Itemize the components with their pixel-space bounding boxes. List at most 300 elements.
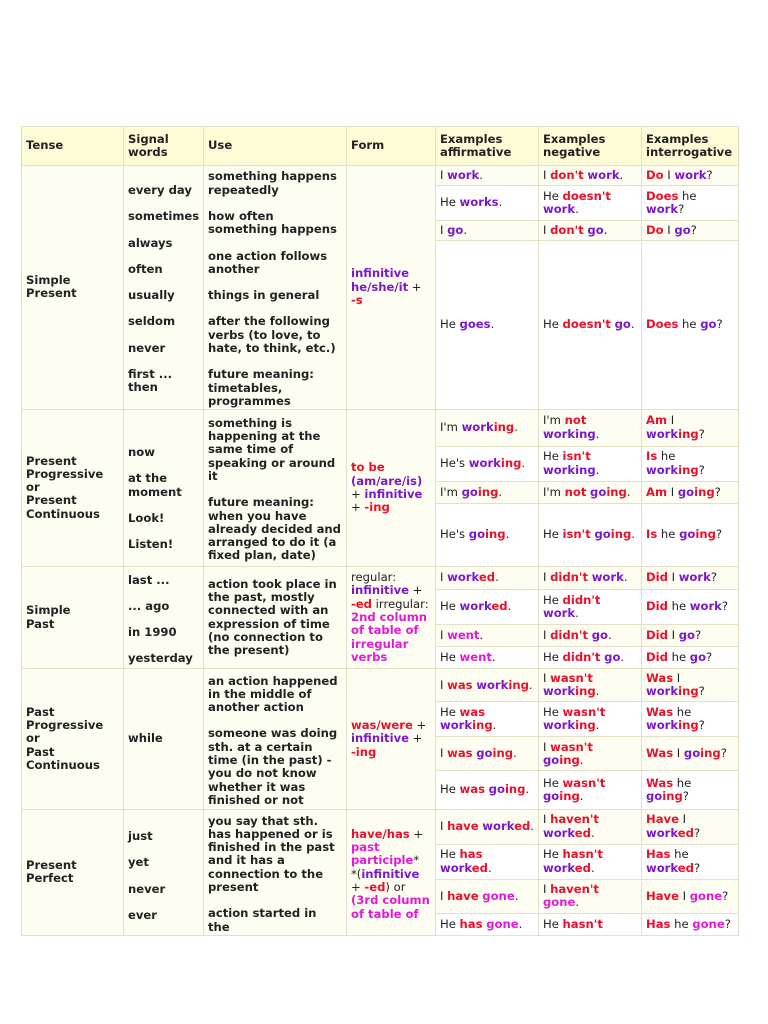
use-description <box>204 809 347 935</box>
text-run: doesn't <box>562 317 611 332</box>
example-affirmative <box>436 566 539 589</box>
example-interrogative <box>642 702 739 737</box>
text-run: Am <box>646 413 668 428</box>
signal-word: in 1990 <box>128 625 177 640</box>
example-affirmative <box>436 844 539 879</box>
text-run: I <box>440 167 448 182</box>
signal-word: seldom <box>128 314 176 329</box>
form-line <box>351 281 431 294</box>
text-run: gone <box>689 888 723 903</box>
form-line <box>351 638 431 651</box>
text-run: I <box>667 570 679 585</box>
header-text: interrogative <box>646 145 733 159</box>
text-run: He's <box>440 456 469 471</box>
text-run: ? <box>706 650 713 665</box>
text-run: He <box>543 847 563 862</box>
text-run: I <box>440 888 448 903</box>
text-run: work <box>447 167 480 182</box>
text-run: + <box>408 279 422 294</box>
text-run: ed <box>574 825 591 840</box>
text-run: go <box>646 788 663 803</box>
text-run: hasn't <box>562 916 603 931</box>
text-run: didn't <box>550 570 589 585</box>
text-run: + <box>412 717 427 732</box>
example-affirmative <box>436 409 539 446</box>
form-rule <box>347 566 436 668</box>
text-run: + <box>351 486 365 501</box>
text-run: He <box>440 847 460 862</box>
tense-name-line: Present <box>26 286 77 301</box>
signal-word: ever <box>128 908 158 923</box>
text-run: work <box>468 456 501 471</box>
example-affirmative <box>436 913 539 935</box>
text-run: was/were <box>351 717 413 732</box>
example-interrogative <box>642 809 739 844</box>
use-list <box>208 413 342 563</box>
text-run: go <box>700 317 717 332</box>
tense-name-line: Simple <box>26 603 71 618</box>
text-run: 2nd column <box>351 609 428 624</box>
text-run: I <box>667 413 675 428</box>
header-row <box>22 127 739 166</box>
text-run: has <box>459 916 483 931</box>
example-negative <box>539 913 642 935</box>
text-run: ? <box>721 599 729 614</box>
tense-name <box>22 669 124 809</box>
text-run: gone <box>486 916 519 931</box>
example-interrogative <box>642 844 739 879</box>
text-run: was <box>447 746 473 761</box>
text-run: didn't <box>550 627 589 642</box>
use-list <box>208 671 342 808</box>
text-run: work <box>587 167 620 182</box>
text-run: ? <box>715 527 723 542</box>
example-negative <box>539 702 642 737</box>
text-run: . <box>595 462 600 477</box>
example-affirmative <box>436 503 539 566</box>
example-interrogative <box>642 481 739 503</box>
text-run: I <box>543 881 551 896</box>
text-run: ing <box>678 718 699 733</box>
text-run: work <box>459 599 492 614</box>
signal-words-list <box>128 424 199 551</box>
text-run: He <box>440 599 460 614</box>
text-run: work <box>646 718 679 733</box>
text-run: have/has <box>351 826 410 841</box>
tense-name-line: Past <box>26 616 55 631</box>
text-run: ? <box>714 484 721 499</box>
signal-word: always <box>128 235 173 250</box>
text-run: (3rd column <box>351 893 430 908</box>
text-run: + <box>351 500 365 515</box>
text-run: ? <box>698 426 705 441</box>
tense-name-line: Present <box>26 857 77 872</box>
text-run: . <box>575 606 579 621</box>
text-run: go <box>678 627 695 642</box>
text-run: He <box>440 317 460 332</box>
use-description <box>204 566 347 668</box>
signal-word: first ... then <box>128 367 173 395</box>
signal-word: at the moment <box>128 471 182 499</box>
tense-name-line: Progressive or <box>26 466 104 495</box>
text-run: Do <box>646 167 664 182</box>
signal-word: while <box>128 731 163 746</box>
text-run: . <box>579 752 584 767</box>
text-run: He's <box>440 527 469 542</box>
text-run: ? <box>694 627 702 642</box>
text-run: working <box>543 426 596 441</box>
form-rule <box>347 409 436 566</box>
text-run: ing <box>477 484 499 499</box>
signal-word: yesterday <box>128 651 193 666</box>
header-text: Signal <box>128 131 169 146</box>
text-run: ed <box>574 860 591 875</box>
example-interrogative <box>642 590 739 625</box>
use-item: after the following verbs (to love, to hate, to think, etc.) <box>208 314 336 356</box>
tense-name-line: Past <box>26 704 55 719</box>
text-run: isn't <box>562 527 591 542</box>
text-run: ing <box>695 527 716 542</box>
text-run: irregular <box>351 636 409 651</box>
use-description <box>204 166 347 410</box>
tense-name <box>22 409 124 566</box>
table-row <box>22 809 739 844</box>
tense-name-line: Past <box>26 744 55 759</box>
use-item: someone was doing sth. at a certain time (in the past) - you do not know whether it was finished or not <box>208 726 338 807</box>
text-run: work <box>646 684 679 699</box>
example-negative <box>539 481 642 503</box>
text-run: He <box>543 188 563 203</box>
text-run: go <box>447 223 464 237</box>
example-affirmative <box>436 771 539 809</box>
text-run: ed <box>677 825 694 840</box>
example-interrogative <box>642 221 739 241</box>
form-line <box>351 611 431 624</box>
text-run: I'm <box>440 420 462 434</box>
text-run: He <box>543 527 563 542</box>
example-interrogative <box>642 737 739 771</box>
text-run: work <box>440 718 473 733</box>
text-run: Does <box>646 317 679 332</box>
text-run: ? <box>698 684 705 699</box>
text-run: -s <box>351 292 363 307</box>
signal-words <box>124 809 204 935</box>
example-affirmative <box>436 737 539 771</box>
signal-word: never <box>128 881 166 896</box>
text-run: Did <box>646 570 668 585</box>
text-run: He <box>543 592 563 607</box>
text-run: gone <box>692 916 725 931</box>
text-run: to be <box>351 460 385 475</box>
text-run: . <box>590 825 595 840</box>
text-run: work <box>461 420 494 434</box>
text-run: ing <box>575 718 596 733</box>
text-run: . <box>619 167 624 182</box>
example-negative <box>539 186 642 221</box>
text-run: ed <box>478 570 496 585</box>
signal-words-list <box>128 732 199 745</box>
text-run: . <box>595 684 600 699</box>
signal-word: last ... <box>128 572 170 587</box>
text-run: was <box>459 782 485 797</box>
text-run: ing <box>694 484 715 499</box>
text-run: -ing <box>351 744 377 759</box>
form-line <box>351 624 431 637</box>
text-run: Is <box>646 527 658 542</box>
text-run: . <box>505 527 510 542</box>
text-run: I <box>543 812 551 827</box>
form-line <box>351 719 431 732</box>
text-run: ing <box>559 788 580 803</box>
text-run: . <box>518 916 523 931</box>
text-run: ing <box>700 746 721 761</box>
text-run: (am/are/is) <box>351 473 423 488</box>
text-run: . <box>514 888 519 903</box>
text-run: go <box>679 527 696 542</box>
signal-word: every day <box>128 182 192 197</box>
use-item: future meaning: when you have already decided and arranged to do it (a fixed plan, date) <box>208 495 341 563</box>
text-run: Is <box>646 449 658 464</box>
text-run: ? <box>706 167 713 182</box>
text-run: infinitive <box>364 486 423 501</box>
example-interrogative <box>642 647 739 669</box>
text-run: Has <box>646 847 671 862</box>
text-run: haven't <box>550 881 599 896</box>
use-list <box>208 166 342 408</box>
header-use: Use <box>204 127 347 166</box>
use-description <box>204 409 347 566</box>
form-line <box>351 598 431 611</box>
text-run: . <box>530 818 534 833</box>
tense-name-line: Present <box>26 453 77 468</box>
text-run: gone <box>482 888 515 903</box>
header-text: Examples <box>440 131 503 146</box>
text-run: work <box>543 606 576 621</box>
example-interrogative <box>642 446 739 481</box>
text-run: ing <box>472 718 493 733</box>
text-run: ? <box>682 788 689 803</box>
text-run: ing <box>610 527 632 542</box>
text-run: work <box>482 818 515 833</box>
text-run: I <box>678 888 690 903</box>
tense-name-line: Present <box>26 493 77 508</box>
text-run: work <box>543 825 575 840</box>
text-run: . <box>490 317 495 332</box>
text-run: . <box>623 570 628 585</box>
text-run: I <box>543 670 551 685</box>
header-text: affirmative <box>440 145 512 159</box>
example-negative <box>539 590 642 625</box>
text-run: participle <box>351 853 414 868</box>
text-run: He <box>543 317 563 332</box>
text-run: . <box>579 788 584 803</box>
example-negative <box>539 669 642 702</box>
header-text: words <box>128 145 168 159</box>
text-run: ? <box>690 223 697 237</box>
text-run: work <box>646 462 679 477</box>
signal-word: just <box>128 829 153 844</box>
text-run: . <box>603 223 608 237</box>
text-run: go <box>591 627 608 642</box>
text-run: ing <box>678 462 699 477</box>
example-negative <box>539 879 642 913</box>
text-run: work <box>591 570 624 585</box>
text-run: I <box>440 746 448 761</box>
text-run: work <box>440 860 472 875</box>
text-run: work <box>646 202 679 217</box>
text-run: working <box>543 462 596 477</box>
text-run: ing <box>678 684 699 699</box>
signal-word: now <box>128 445 155 460</box>
text-run: work <box>678 570 711 585</box>
text-run: ing <box>492 746 514 761</box>
text-run: ing <box>662 788 683 803</box>
text-run: verbs <box>351 649 388 664</box>
example-negative <box>539 409 642 446</box>
text-run: go <box>476 746 493 761</box>
example-affirmative <box>436 809 539 844</box>
text-run: work <box>543 202 576 217</box>
text-run: go <box>683 746 701 761</box>
form-line <box>351 854 431 867</box>
text-run: ? <box>722 888 729 903</box>
text-run: I <box>543 570 551 585</box>
text-run: . <box>590 860 595 875</box>
text-run: ing <box>606 484 627 499</box>
text-run: he <box>673 775 692 790</box>
text-run: . <box>630 317 635 332</box>
text-run: I <box>543 223 551 237</box>
signal-words-list <box>128 822 199 922</box>
header-examples-negative <box>539 127 642 166</box>
text-run: work <box>476 677 509 692</box>
use-item: how often something happens <box>208 208 337 237</box>
text-run: He <box>543 650 563 665</box>
signal-words-list <box>128 570 199 666</box>
example-affirmative <box>436 647 539 669</box>
text-run: I <box>678 812 687 827</box>
text-run: . <box>479 167 483 182</box>
header-form: Form <box>347 127 436 166</box>
tense-name-line: Perfect <box>26 871 74 886</box>
text-run: ed <box>514 818 531 833</box>
text-run: of table of <box>351 906 419 921</box>
text-run: He <box>440 195 460 210</box>
text-run: I <box>440 570 448 585</box>
text-run: . <box>595 718 600 733</box>
text-run: . <box>491 650 496 665</box>
text-run: He <box>543 775 563 790</box>
text-run: He <box>543 449 563 464</box>
tense-name <box>22 166 124 410</box>
text-run: Do <box>646 223 664 237</box>
text-run: -ing <box>364 500 390 515</box>
text-run: . <box>521 456 526 471</box>
text-run: wasn't <box>562 705 606 720</box>
text-run: go <box>604 650 621 665</box>
example-negative <box>539 241 642 409</box>
form-line <box>351 732 431 745</box>
text-run: . <box>513 746 517 761</box>
form-line <box>351 267 431 280</box>
example-interrogative <box>642 913 739 935</box>
text-run: ing <box>508 677 529 692</box>
text-run: doesn't <box>562 188 611 203</box>
form-line <box>351 488 431 501</box>
text-run: Did <box>646 599 668 614</box>
header-tense: Tense <box>22 127 124 166</box>
text-run: ? <box>716 317 723 332</box>
text-run: I <box>673 670 681 685</box>
use-description <box>204 669 347 809</box>
text-run: infinitive <box>351 583 409 598</box>
text-run: of table of <box>351 623 419 638</box>
text-run: ing <box>575 684 596 699</box>
table-row <box>22 409 739 446</box>
text-run: . <box>498 484 503 499</box>
text-run: wasn't <box>550 670 593 685</box>
text-run: Has <box>646 916 671 931</box>
example-interrogative <box>642 566 739 589</box>
table-row <box>22 566 739 589</box>
text-run: he <box>673 705 692 720</box>
text-run: wasn't <box>562 775 606 790</box>
example-negative <box>539 566 642 589</box>
text-run: ing <box>500 456 522 471</box>
text-run: gone <box>543 895 576 910</box>
header-text: Examples <box>543 131 606 146</box>
text-run: not <box>564 484 587 499</box>
text-run: . <box>525 782 530 797</box>
text-run: . <box>575 202 579 217</box>
text-run: infinitive <box>351 266 409 281</box>
text-run: . <box>479 627 484 642</box>
example-negative <box>539 737 642 771</box>
text-run: Was <box>646 670 674 685</box>
text-run: . <box>607 627 612 642</box>
text-run: has <box>459 847 483 862</box>
form-rule <box>347 669 436 809</box>
text-run: He <box>440 916 460 931</box>
text-run: he/she/it <box>351 279 409 294</box>
text-run: I <box>543 627 551 642</box>
text-run: he <box>657 449 676 464</box>
text-run: go <box>689 650 707 665</box>
header-signal-words <box>124 127 204 166</box>
form-line <box>351 294 431 307</box>
use-item: something is happening at the same time of speaking or around it <box>208 415 336 483</box>
header-text: negative <box>543 145 601 159</box>
text-run: ing <box>504 782 526 797</box>
text-run: . <box>631 527 635 542</box>
text-run: work <box>646 426 679 441</box>
text-run: work <box>646 860 678 875</box>
text-run: Was <box>646 775 674 790</box>
text-run: ) or <box>385 879 406 894</box>
form-line <box>351 571 431 584</box>
text-run: + <box>409 826 424 841</box>
text-run: . <box>487 860 492 875</box>
example-negative <box>539 771 642 809</box>
text-run: ed <box>677 860 694 875</box>
text-run: go <box>488 782 505 797</box>
header-examples-affirmative <box>436 127 539 166</box>
signal-word: often <box>128 261 163 276</box>
form-line <box>351 841 431 854</box>
text-run: I <box>543 167 551 182</box>
tense-name <box>22 809 124 935</box>
signal-word: sometimes <box>128 209 200 224</box>
